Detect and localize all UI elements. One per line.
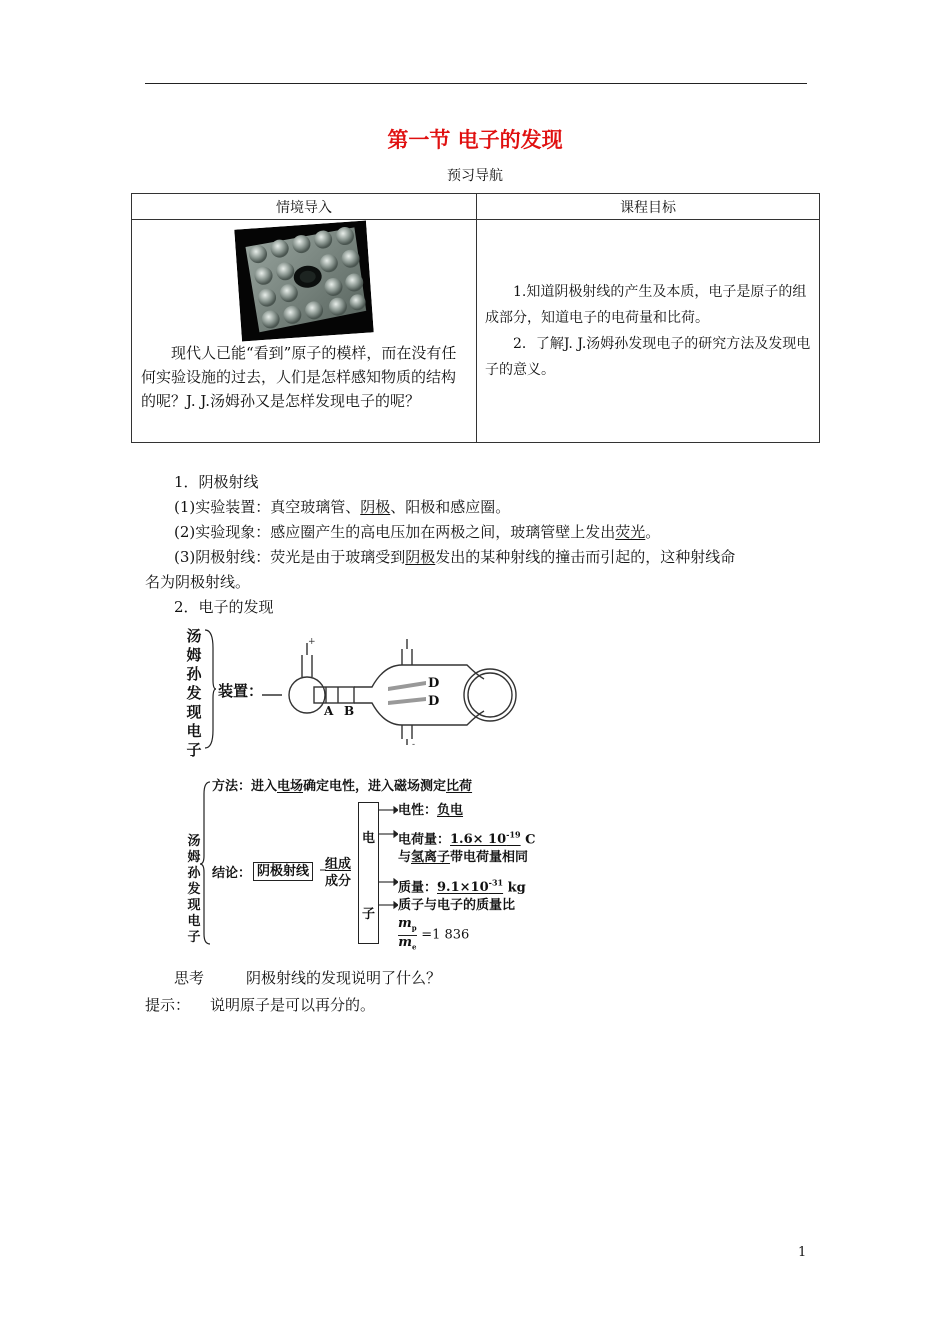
vertical-label-apparatus: 汤 姆 孙 发 现 电 子 — [186, 627, 202, 759]
section1-item1: (1)实验装置：真空玻璃管、阴极、阳极和感应圈。 — [174, 498, 511, 516]
brace-conclusion — [198, 778, 214, 948]
method-line: 方法：进入电场确定电性，进入磁场测定比荷 — [212, 779, 473, 794]
preview-table — [131, 193, 820, 443]
mass-ratio-label: 质子与电子的质量比 — [398, 898, 516, 913]
section-subtitle: 预习导航 — [447, 168, 503, 184]
cathode-ray-tube-diagram — [262, 635, 527, 747]
hydrogen-line: 与氢离子带电荷量相同 — [398, 850, 529, 865]
intro-text: 现代人已能“看到”原子的模样，而在没有任何实验设施的过去，人们是怎样感知物质的结构的呢？J. J.汤姆孙又是怎样发现电子的呢？ — [141, 344, 457, 410]
section1-heading: 1．阴极射线 — [174, 473, 259, 491]
goal-2: 2．了解J. J.汤姆孙发现电子的研究方法及发现电子的意义。 — [485, 336, 811, 378]
section2-heading: 2．电子的发现 — [174, 598, 274, 616]
think-label: 思考 — [174, 969, 205, 987]
goals-cell — [477, 220, 820, 443]
minus-label: - — [412, 740, 416, 747]
vertical-label-conclusion: 汤 姆 孙 发 现 电 子 — [187, 834, 201, 945]
label-D1: D — [428, 676, 440, 691]
charge-line: 电性：负电 — [398, 803, 464, 818]
mass-line: 质量：$9.1\times 10^{-31}$ kg — [398, 878, 526, 896]
brace-apparatus — [203, 628, 217, 750]
arrows — [378, 800, 398, 920]
label-A: A — [324, 704, 334, 718]
charge-quantity-line: 电荷量：$1.6\times 10^{-19}$ C — [398, 830, 536, 848]
think-text: 阴极射线的发现说明了什么？ — [246, 969, 442, 987]
mass-ratio-formula: $\frac{m_p}{m_e}$ =1 836 — [398, 916, 470, 952]
hint-label: 提示： — [145, 996, 191, 1014]
atom-surface-image — [234, 221, 373, 342]
hint-text: 说明原子是可以再分的。 — [210, 996, 376, 1014]
apparatus-label: 装置： — [218, 682, 264, 700]
label-D2: D — [428, 694, 440, 709]
intro-cell — [132, 220, 477, 443]
section1-item3-cont: 名为阴极射线。 — [145, 573, 251, 591]
section1-item2: (2)实验现象：感应圈产生的高电压加在两极之间，玻璃管壁上发出荧光。 — [174, 523, 661, 541]
plus-label: + — [308, 637, 316, 647]
electron-box: 电 子 — [358, 802, 379, 944]
page-number: 1 — [798, 1245, 807, 1260]
header-rule — [145, 83, 807, 84]
composition-label: 组成 成分 — [325, 857, 352, 889]
goal-1: 1.知道阴极射线的产生及本质，电子是原子的组成部分，知道电子的电荷量和比荷。 — [485, 284, 807, 326]
section1-item3: (3)阴极射线：荧光是由于玻璃受到阴极发出的某种射线的撞击而引起的，这种射线命 — [174, 548, 736, 566]
header-goals: 课程目标 — [477, 194, 820, 220]
header-intro: 情境导入 — [132, 194, 477, 220]
page-title: 第一节 电子的发现 — [387, 127, 563, 152]
cathode-ray-box: 阴极射线 — [253, 862, 313, 882]
conclusion-label: 结论： — [212, 866, 252, 881]
label-B: B — [344, 704, 355, 718]
